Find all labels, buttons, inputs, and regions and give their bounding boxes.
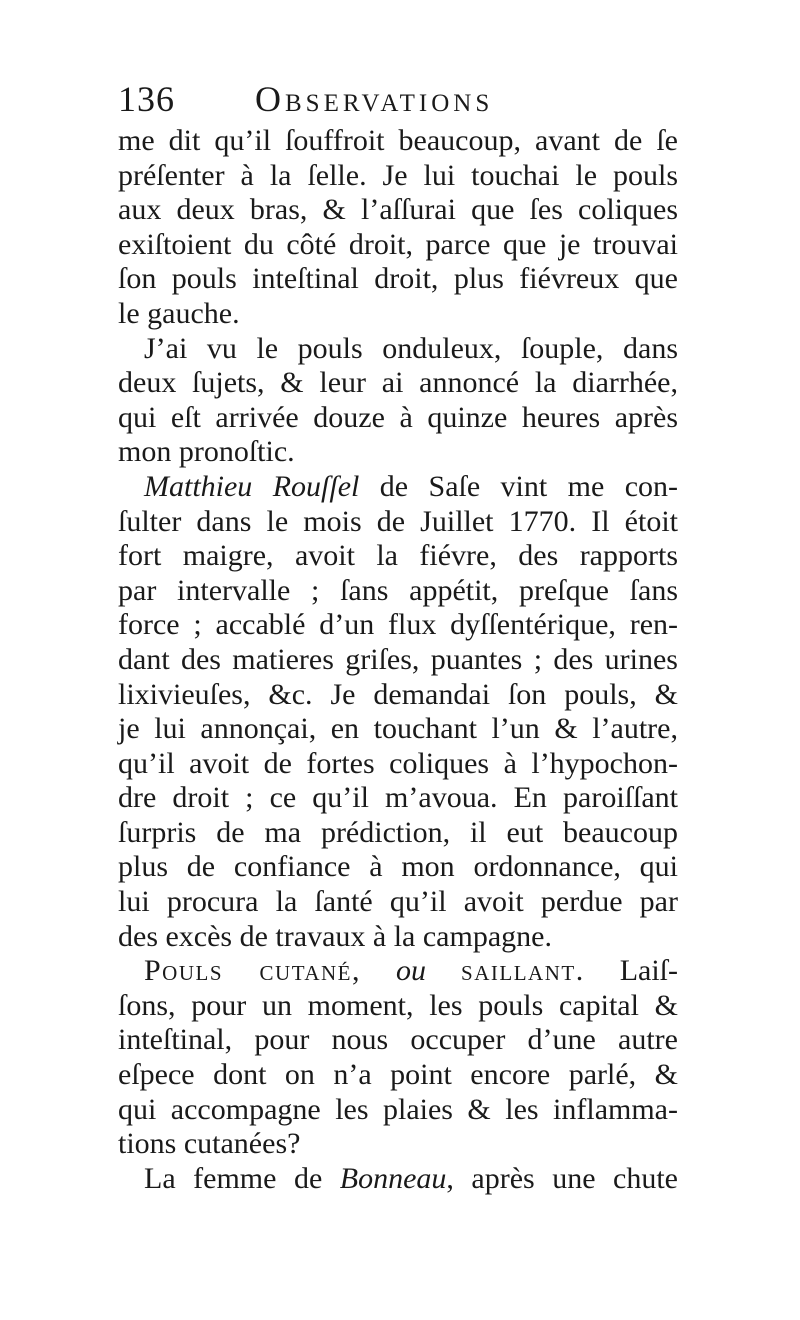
text-segment: Laiſ-	[584, 954, 679, 988]
body-text	[118, 124, 678, 1196]
running-head	[118, 74, 678, 124]
text-line: me dit qu’il ſouffroit beaucoup, avant de ſe	[118, 124, 678, 157]
text-segment: de Saſe vint me con-	[359, 469, 678, 503]
text-line: lixivieuſes, &c. Je demandai ſon pouls, &	[118, 677, 678, 711]
text-segment	[426, 954, 461, 987]
text-line: J’ai vu le pouls onduleux, ſouple, dans	[144, 331, 678, 365]
text-line: je lui annonçai, en touchant l’un & l’autre,	[118, 712, 678, 746]
small-caps-text: saillant.	[461, 954, 585, 988]
text-line: inteſtinal, pour nous occuper d’une autre	[118, 1023, 678, 1057]
page-number: 136	[118, 79, 175, 119]
text-line: préſenter à la ſelle. Je lui touchai le pouls	[118, 158, 678, 192]
italic-text: Matthieu Rouſſel	[144, 469, 360, 503]
text-line: dant des matieres griſes, puantes ; des urines	[118, 642, 678, 676]
italic-text: ou	[396, 954, 427, 988]
text-segment	[361, 954, 396, 987]
text-line: par intervalle ; ſans appétit, preſque ſans	[118, 573, 678, 607]
text-segment: La femme de	[144, 1161, 340, 1195]
text-line: dre droit ; ce qu’il m’avoua. En paroiſſant	[118, 781, 678, 815]
text-line: eſpece dont on n’a point encore parlé, &	[118, 1058, 678, 1092]
italic-text: Bonneau	[339, 1161, 447, 1195]
running-title: Observations	[255, 79, 494, 119]
text-line: mon pronoſtic.	[118, 435, 295, 469]
text-line: qu’il avoit de fortes coliques à l’hypochon-	[118, 746, 678, 780]
text-line	[118, 470, 678, 505]
text-line: ſon pouls inteſtinal droit, plus fiévreux que	[118, 262, 678, 296]
text-line: deux ſujets, & leur ai annoncé la diarrhée,	[118, 366, 678, 400]
text-line: ſulter dans le mois de Juillet 1770. Il étoit	[118, 504, 678, 538]
text-line: lui procura la ſanté qu’il avoit perdue par	[118, 885, 678, 919]
text-line: tions cutanées?	[118, 1127, 301, 1161]
text-line: ſons, pour un moment, les pouls capital &	[118, 988, 678, 1022]
text-line: exiſtoient du côté droit, parce que je trouvai	[118, 227, 678, 261]
text-line: force ; accablé d’un flux dyſſentérique, ren-	[118, 608, 678, 642]
text-line	[118, 954, 678, 989]
text-line: plus de confiance à mon ordonnance, qui	[118, 850, 678, 884]
text-line: fort maigre, avoit la fiévre, des rapports	[118, 539, 678, 573]
text-line: aux deux bras, & l’aſſurai que ſes coliques	[118, 193, 678, 227]
small-caps-text: Pouls cutané,	[144, 954, 362, 988]
text-segment: , après une chute	[446, 1161, 678, 1195]
text-line: ſurpris de ma prédiction, il eut beaucoup	[118, 815, 678, 849]
text-line: qui accompagne les plaies & les inflamma-	[118, 1092, 678, 1126]
text-line	[118, 1162, 678, 1197]
text-line: le gauche.	[118, 296, 240, 330]
text-line: qui eſt arrivée douze à quinze heures après	[118, 400, 678, 434]
text-line: des excès de travaux à la campagne.	[118, 919, 552, 953]
